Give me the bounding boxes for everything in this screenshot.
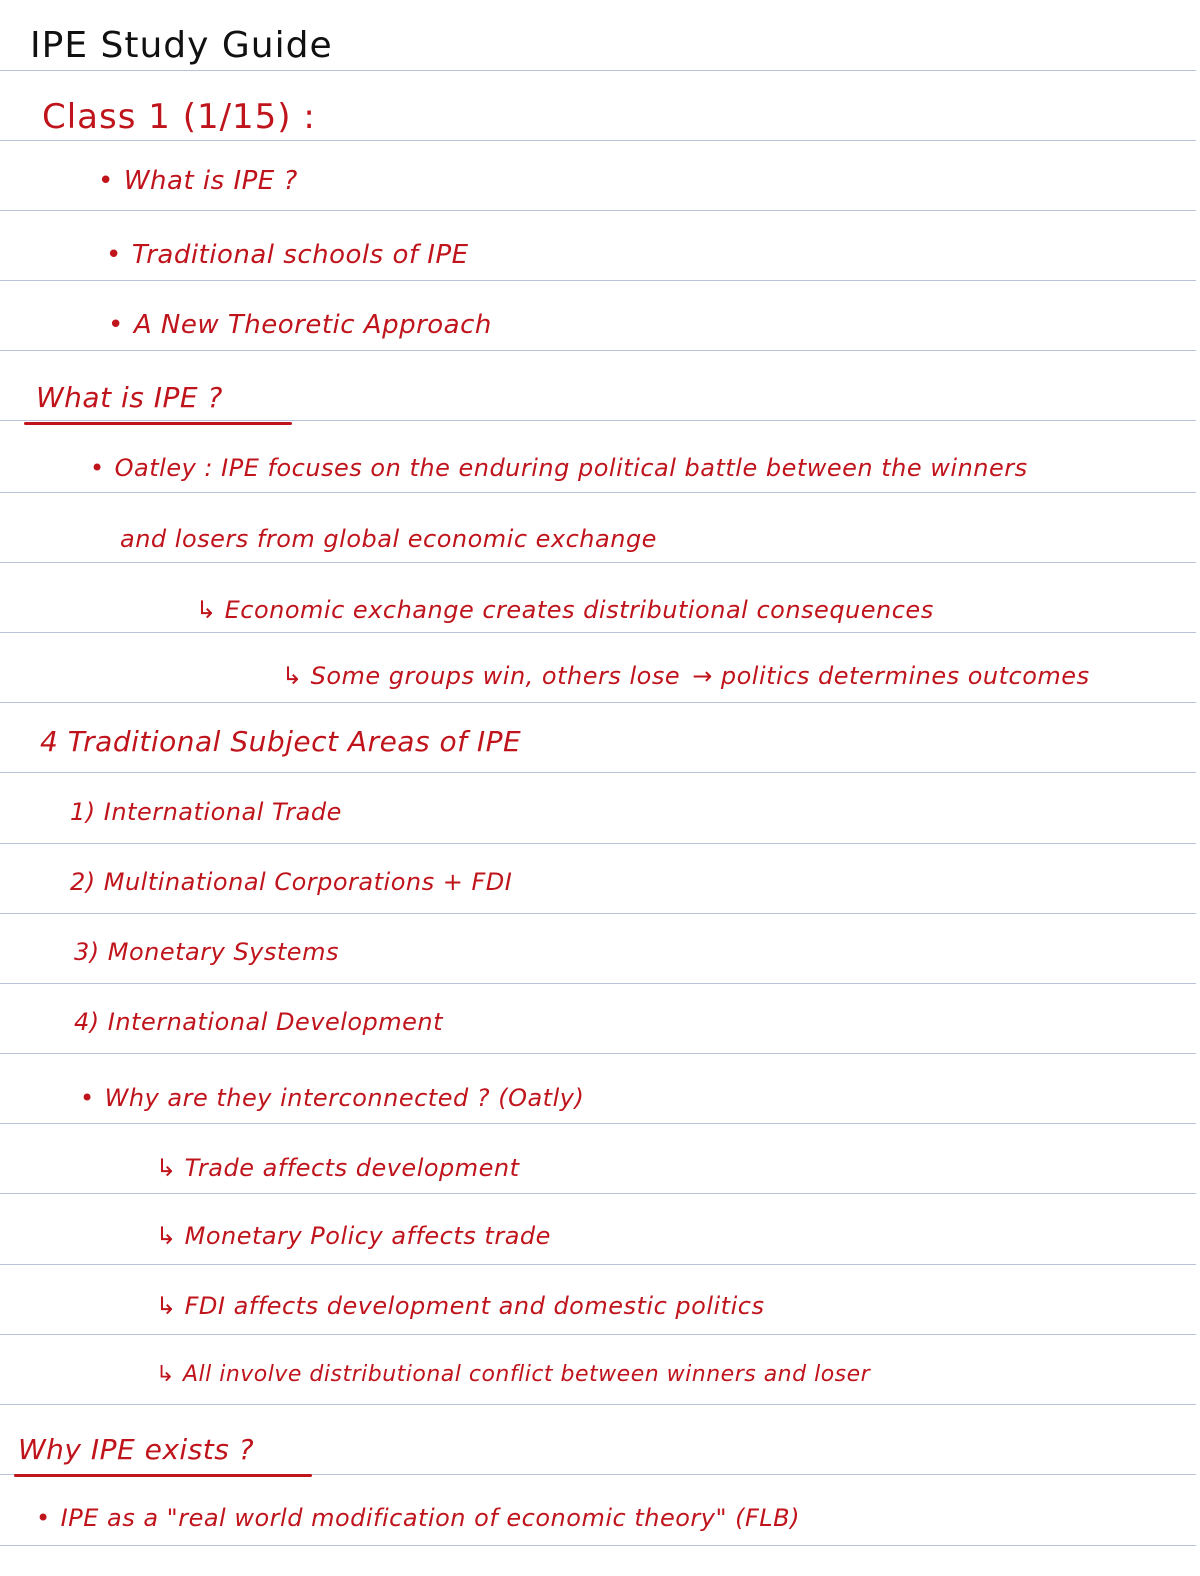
ruled-line bbox=[0, 843, 1196, 844]
arrow-icon: ↳ bbox=[282, 662, 303, 690]
topic-label: Traditional schools of IPE bbox=[131, 240, 469, 270]
oatley-line-1: Oatley : IPE focuses on the enduring political battle between the winners bbox=[114, 454, 1028, 482]
why-ipe-point bbox=[36, 1506, 800, 1530]
interconnection-question bbox=[80, 1086, 584, 1110]
ruled-line bbox=[0, 772, 1196, 773]
sub-sub-point bbox=[282, 664, 1090, 688]
ruled-line bbox=[0, 420, 1196, 421]
bullet-icon: • bbox=[98, 166, 114, 196]
ruled-line bbox=[0, 1404, 1196, 1405]
bullet-icon: • bbox=[36, 1504, 51, 1532]
ruled-line bbox=[0, 1193, 1196, 1194]
answer-text: All involve distributional conflict between winners and loser bbox=[182, 1362, 871, 1387]
question-text: Why are they interconnected ? (Oatly) bbox=[104, 1084, 585, 1112]
ruled-line bbox=[0, 350, 1196, 351]
ruled-line bbox=[0, 562, 1196, 563]
class-heading: Class 1 (1/15) : bbox=[42, 97, 316, 137]
ruled-line bbox=[0, 1053, 1196, 1054]
section-heading-subject-areas: 4 Traditional Subject Areas of IPE bbox=[40, 725, 522, 758]
answer-text: Monetary Policy affects trade bbox=[184, 1222, 551, 1250]
interconnection-answer bbox=[156, 1364, 870, 1386]
sub-point-text: Economic exchange creates distributional consequences bbox=[224, 596, 934, 624]
page-title: IPE Study Guide bbox=[30, 25, 333, 66]
arrow-icon: ↳ bbox=[196, 596, 217, 624]
bullet-icon: • bbox=[106, 240, 122, 270]
topic-item bbox=[106, 242, 469, 268]
ruled-line bbox=[0, 1334, 1196, 1335]
sub-sub-point-result: politics determines outcomes bbox=[720, 662, 1090, 690]
ruled-line bbox=[0, 632, 1196, 633]
interconnection-answer bbox=[156, 1294, 764, 1318]
subject-area-item: 4) International Development bbox=[74, 1008, 444, 1036]
section-heading-what-is-ipe: What is IPE ? bbox=[36, 381, 223, 414]
ruled-line bbox=[0, 913, 1196, 914]
subject-area-item: 2) Multinational Corporations + FDI bbox=[70, 868, 513, 896]
heading-underline bbox=[24, 422, 292, 425]
ruled-line bbox=[0, 702, 1196, 703]
implies-arrow-icon: → bbox=[692, 662, 713, 690]
ruled-line bbox=[0, 983, 1196, 984]
arrow-icon: ↳ bbox=[156, 1292, 177, 1320]
bullet-icon: • bbox=[80, 1084, 95, 1112]
topic-item bbox=[98, 168, 298, 194]
subject-area-item: 3) Monetary Systems bbox=[74, 938, 339, 966]
ruled-line bbox=[0, 1264, 1196, 1265]
answer-text: FDI affects development and domestic politics bbox=[184, 1292, 765, 1320]
heading-underline bbox=[14, 1474, 312, 1477]
oatley-definition-cont: and losers from global economic exchange bbox=[120, 525, 657, 553]
ruled-line bbox=[0, 140, 1196, 141]
bullet-icon: • bbox=[108, 310, 124, 340]
topic-item bbox=[108, 312, 492, 338]
topic-label: What is IPE ? bbox=[123, 166, 298, 196]
oatley-definition bbox=[90, 456, 1028, 480]
arrow-icon: ↳ bbox=[156, 1362, 175, 1387]
bullet-icon: • bbox=[90, 454, 105, 482]
answer-text: Trade affects development bbox=[184, 1154, 520, 1182]
interconnection-answer bbox=[156, 1224, 551, 1248]
ruled-line bbox=[0, 70, 1196, 71]
ruled-line bbox=[0, 1123, 1196, 1124]
sub-point bbox=[196, 598, 934, 622]
arrow-icon: ↳ bbox=[156, 1154, 177, 1182]
topic-label: A New Theoretic Approach bbox=[133, 310, 492, 340]
ruled-line bbox=[0, 492, 1196, 493]
arrow-icon: ↳ bbox=[156, 1222, 177, 1250]
why-ipe-point-text: IPE as a "real world modification of economic theory" (FLB) bbox=[60, 1504, 800, 1532]
interconnection-answer bbox=[156, 1156, 520, 1180]
ruled-line bbox=[0, 1545, 1196, 1546]
ruled-line bbox=[0, 280, 1196, 281]
sub-sub-point-text: Some groups win, others lose bbox=[310, 662, 681, 690]
subject-area-item: 1) International Trade bbox=[70, 798, 342, 826]
ruled-line bbox=[0, 210, 1196, 211]
section-heading-why-ipe-exists: Why IPE exists ? bbox=[18, 1433, 255, 1466]
